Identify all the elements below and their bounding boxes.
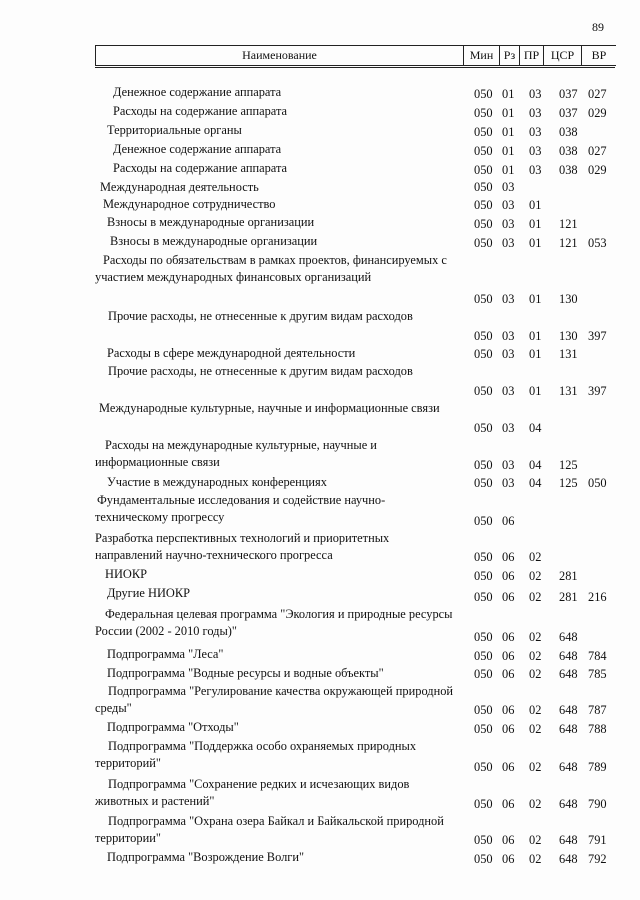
- code-min: 050: [474, 629, 493, 644]
- code-min: 050: [474, 568, 493, 583]
- code-pr: 01: [529, 291, 542, 306]
- row-name: Разработка перспективных технологий и приоритетных направлений научно-технического прогресса: [95, 531, 390, 563]
- code-vr: 784: [588, 648, 607, 663]
- code-min: 050: [474, 197, 493, 212]
- row-name: Расходы на содержание аппарата: [113, 104, 288, 118]
- table-row: [0, 214, 640, 233]
- code-vr: 027: [588, 143, 607, 158]
- code-rz: 01: [502, 162, 515, 177]
- header-csr: ЦСР: [543, 46, 581, 65]
- code-rz: 06: [502, 589, 515, 604]
- code-vr: 027: [588, 86, 607, 101]
- code-min: 050: [474, 383, 493, 398]
- code-min: 050: [474, 513, 493, 528]
- code-csr: 648: [559, 832, 578, 847]
- row-codes: [0, 346, 640, 363]
- code-min: 050: [474, 648, 493, 663]
- row-name: Подпрограмма "Регулирование качества окружающей природной среды": [95, 684, 454, 716]
- table-row: [0, 363, 640, 400]
- table-header: [95, 45, 616, 66]
- row-name: Расходы в сфере международной деятельности: [107, 346, 356, 360]
- row-codes: [0, 179, 640, 196]
- row-name: Денежное содержание аппарата: [113, 85, 282, 99]
- code-rz: 06: [502, 702, 515, 717]
- row-name: Денежное содержание аппарата: [113, 142, 282, 156]
- table-row: [0, 606, 640, 646]
- table-row: [0, 233, 640, 252]
- code-csr: 281: [559, 568, 578, 583]
- code-pr: 02: [529, 549, 542, 564]
- code-rz: 03: [502, 291, 515, 306]
- row-name: Подпрограмма "Возрождение Волги": [107, 850, 305, 864]
- table-row: [0, 849, 640, 868]
- row-codes: [0, 216, 640, 233]
- code-rz: 03: [502, 475, 515, 490]
- code-min: 050: [474, 162, 493, 177]
- code-min: 050: [474, 291, 493, 306]
- row-name: Подпрограмма "Сохранение редких и исчезающих видов животных и растений": [95, 777, 410, 809]
- row-codes: [0, 235, 640, 252]
- code-rz: 03: [502, 346, 515, 361]
- code-pr: 04: [529, 457, 542, 472]
- row-name: Подпрограмма "Отходы": [107, 720, 239, 734]
- code-pr: 01: [529, 235, 542, 250]
- table-row: [0, 196, 640, 214]
- code-min: 050: [474, 179, 493, 194]
- code-pr: 03: [529, 162, 542, 177]
- code-rz: 01: [502, 86, 515, 101]
- table-row: [0, 492, 640, 530]
- row-codes: [0, 383, 640, 400]
- row-name: Подпрограмма "Поддержка особо охраняемых природных территорий": [95, 739, 417, 771]
- code-csr: 648: [559, 851, 578, 866]
- table-row: [0, 719, 640, 738]
- code-min: 050: [474, 759, 493, 774]
- code-pr: 02: [529, 666, 542, 681]
- code-csr: 038: [559, 162, 578, 177]
- code-csr: 125: [559, 475, 578, 490]
- row-name: Территориальные органы: [107, 123, 242, 137]
- code-rz: 06: [502, 796, 515, 811]
- code-rz: 03: [502, 179, 515, 194]
- row-codes: [0, 143, 640, 160]
- code-rz: 06: [502, 513, 515, 528]
- row-name: Расходы по обязательствам в рамках проектов, финансируемых с участием международных финансовых организаций: [95, 253, 447, 285]
- code-pr: 03: [529, 105, 542, 120]
- table-row: [0, 141, 640, 160]
- table-row: [0, 646, 640, 665]
- table-row: [0, 738, 640, 776]
- code-vr: 792: [588, 851, 607, 866]
- row-codes: [0, 568, 640, 585]
- code-vr: 397: [588, 383, 607, 398]
- table-row: [0, 308, 640, 345]
- table-row: [0, 179, 640, 196]
- code-pr: 04: [529, 420, 542, 435]
- code-min: 050: [474, 86, 493, 101]
- code-min: 050: [474, 143, 493, 158]
- row-codes: [0, 420, 640, 437]
- header-vr: ВР: [581, 46, 616, 65]
- code-vr: 029: [588, 105, 607, 120]
- table-row: [0, 103, 640, 122]
- row-codes: [0, 759, 640, 776]
- row-codes: [0, 513, 640, 530]
- code-min: 050: [474, 851, 493, 866]
- row-name: Прочие расходы, не отнесенные к другим видам расходов: [108, 309, 413, 323]
- row-codes: [0, 124, 640, 141]
- code-csr: 648: [559, 629, 578, 644]
- code-pr: 01: [529, 346, 542, 361]
- row-name: Подпрограмма "Водные ресурсы и водные объекты": [107, 666, 384, 680]
- code-rz: 06: [502, 832, 515, 847]
- code-min: 050: [474, 589, 493, 604]
- row-name: Расходы на международные культурные, научные и информационные связи: [95, 438, 377, 470]
- code-pr: 01: [529, 216, 542, 231]
- table-row: [0, 585, 640, 606]
- code-rz: 03: [502, 235, 515, 250]
- row-codes: [0, 105, 640, 122]
- code-csr: 121: [559, 235, 578, 250]
- code-csr: 130: [559, 328, 578, 343]
- code-csr: 648: [559, 721, 578, 736]
- code-vr: 397: [588, 328, 607, 343]
- row-codes: [0, 475, 640, 492]
- code-vr: 050: [588, 475, 607, 490]
- row-codes: [0, 86, 640, 103]
- code-csr: 125: [559, 457, 578, 472]
- code-min: 050: [474, 346, 493, 361]
- code-min: 050: [474, 105, 493, 120]
- code-pr: 01: [529, 328, 542, 343]
- code-pr: 01: [529, 197, 542, 212]
- code-rz: 06: [502, 721, 515, 736]
- code-rz: 03: [502, 328, 515, 343]
- code-rz: 06: [502, 568, 515, 583]
- table-row: [0, 437, 640, 474]
- code-min: 050: [474, 832, 493, 847]
- code-min: 050: [474, 235, 493, 250]
- code-min: 050: [474, 457, 493, 472]
- code-min: 050: [474, 666, 493, 681]
- code-vr: 216: [588, 589, 607, 604]
- row-codes: [0, 162, 640, 179]
- row-codes: [0, 629, 640, 646]
- code-pr: 02: [529, 796, 542, 811]
- code-csr: 131: [559, 383, 578, 398]
- code-csr: 038: [559, 124, 578, 139]
- code-pr: 03: [529, 124, 542, 139]
- row-codes: [0, 666, 640, 683]
- code-csr: 130: [559, 291, 578, 306]
- code-min: 050: [474, 702, 493, 717]
- code-csr: 281: [559, 589, 578, 604]
- table-row: [0, 776, 640, 813]
- code-csr: 648: [559, 796, 578, 811]
- code-pr: 02: [529, 832, 542, 847]
- code-csr: 648: [559, 759, 578, 774]
- table-row: [0, 566, 640, 585]
- code-rz: 06: [502, 759, 515, 774]
- code-csr: 131: [559, 346, 578, 361]
- code-vr: 053: [588, 235, 607, 250]
- code-pr: 02: [529, 721, 542, 736]
- code-rz: 03: [502, 197, 515, 212]
- code-min: 050: [474, 328, 493, 343]
- code-vr: 029: [588, 162, 607, 177]
- code-rz: 01: [502, 143, 515, 158]
- header-min: Мин: [463, 46, 499, 65]
- row-name: Прочие расходы, не отнесенные к другим видам расходов: [108, 364, 413, 378]
- code-csr: 038: [559, 143, 578, 158]
- table-row: [0, 400, 640, 437]
- code-csr: 648: [559, 666, 578, 681]
- row-codes: [0, 589, 640, 606]
- row-name: Фундаментальные исследования и содействие научно-техническому прогрессу: [95, 493, 386, 525]
- code-csr: 648: [559, 648, 578, 663]
- code-rz: 01: [502, 124, 515, 139]
- table-row: [0, 160, 640, 179]
- code-min: 050: [474, 796, 493, 811]
- code-min: 050: [474, 475, 493, 490]
- code-min: 050: [474, 124, 493, 139]
- table-row: [0, 813, 640, 849]
- code-rz: 03: [502, 216, 515, 231]
- code-pr: 02: [529, 629, 542, 644]
- row-name: Расходы на содержание аппарата: [113, 161, 288, 175]
- row-name: Федеральная целевая программа "Экология и природные ресурсы России (2002 - 2010 годы)": [95, 607, 453, 639]
- code-rz: 06: [502, 851, 515, 866]
- code-csr: 648: [559, 702, 578, 717]
- header-pr: ПР: [519, 46, 543, 65]
- row-codes: [0, 648, 640, 665]
- code-vr: 785: [588, 666, 607, 681]
- code-pr: 02: [529, 851, 542, 866]
- code-min: 050: [474, 721, 493, 736]
- code-rz: 03: [502, 457, 515, 472]
- code-csr: 121: [559, 216, 578, 231]
- code-pr: 02: [529, 759, 542, 774]
- row-codes: [0, 832, 640, 849]
- code-rz: 06: [502, 666, 515, 681]
- code-vr: 790: [588, 796, 607, 811]
- code-rz: 03: [502, 420, 515, 435]
- code-pr: 02: [529, 648, 542, 663]
- row-codes: [0, 328, 640, 345]
- header-name: Наименование: [242, 48, 317, 62]
- code-rz: 06: [502, 629, 515, 644]
- code-vr: 791: [588, 832, 607, 847]
- row-codes: [0, 721, 640, 738]
- code-rz: 06: [502, 648, 515, 663]
- code-min: 050: [474, 216, 493, 231]
- header-rz: Рз: [499, 46, 519, 65]
- row-name: Подпрограмма "Леса": [107, 647, 224, 661]
- code-pr: 03: [529, 143, 542, 158]
- code-rz: 01: [502, 105, 515, 120]
- row-name: Международные культурные, научные и информационные связи: [99, 401, 440, 415]
- table-row: [0, 665, 640, 683]
- row-codes: [0, 291, 640, 308]
- row-name: Взносы в международные организации: [107, 215, 315, 229]
- code-pr: 03: [529, 86, 542, 101]
- row-name: Международное сотрудничество: [103, 197, 276, 211]
- code-rz: 03: [502, 383, 515, 398]
- row-name: Другие НИОКР: [107, 586, 190, 600]
- table-row: [0, 683, 640, 719]
- table-body: [0, 84, 640, 868]
- code-pr: 02: [529, 568, 542, 583]
- code-min: 050: [474, 420, 493, 435]
- table-row: [0, 530, 640, 566]
- row-name: Подпрограмма "Охрана озера Байкал и Байкальской природной территории": [95, 814, 444, 846]
- code-vr: 788: [588, 721, 607, 736]
- row-codes: [0, 197, 640, 214]
- code-pr: 02: [529, 589, 542, 604]
- code-pr: 01: [529, 383, 542, 398]
- code-vr: 787: [588, 702, 607, 717]
- table-row: [0, 84, 640, 103]
- code-vr: 789: [588, 759, 607, 774]
- row-codes: [0, 549, 640, 566]
- code-csr: 037: [559, 86, 578, 101]
- table-row: [0, 345, 640, 363]
- row-name: Международная деятельность: [100, 180, 259, 194]
- code-min: 050: [474, 549, 493, 564]
- table-row: [0, 474, 640, 492]
- code-pr: 04: [529, 475, 542, 490]
- table-row: [0, 122, 640, 141]
- row-codes: [0, 796, 640, 813]
- row-name: Взносы в международные организации: [110, 234, 318, 248]
- row-codes: [0, 851, 640, 868]
- row-name: НИОКР: [105, 567, 147, 581]
- code-rz: 06: [502, 549, 515, 564]
- code-pr: 02: [529, 702, 542, 717]
- header-rule: [95, 67, 615, 68]
- code-csr: 037: [559, 105, 578, 120]
- row-codes: [0, 702, 640, 719]
- page-number: 89: [592, 20, 604, 34]
- row-codes: [0, 457, 640, 474]
- table-row: [0, 252, 640, 308]
- row-name: Участие в международных конференциях: [107, 475, 327, 489]
